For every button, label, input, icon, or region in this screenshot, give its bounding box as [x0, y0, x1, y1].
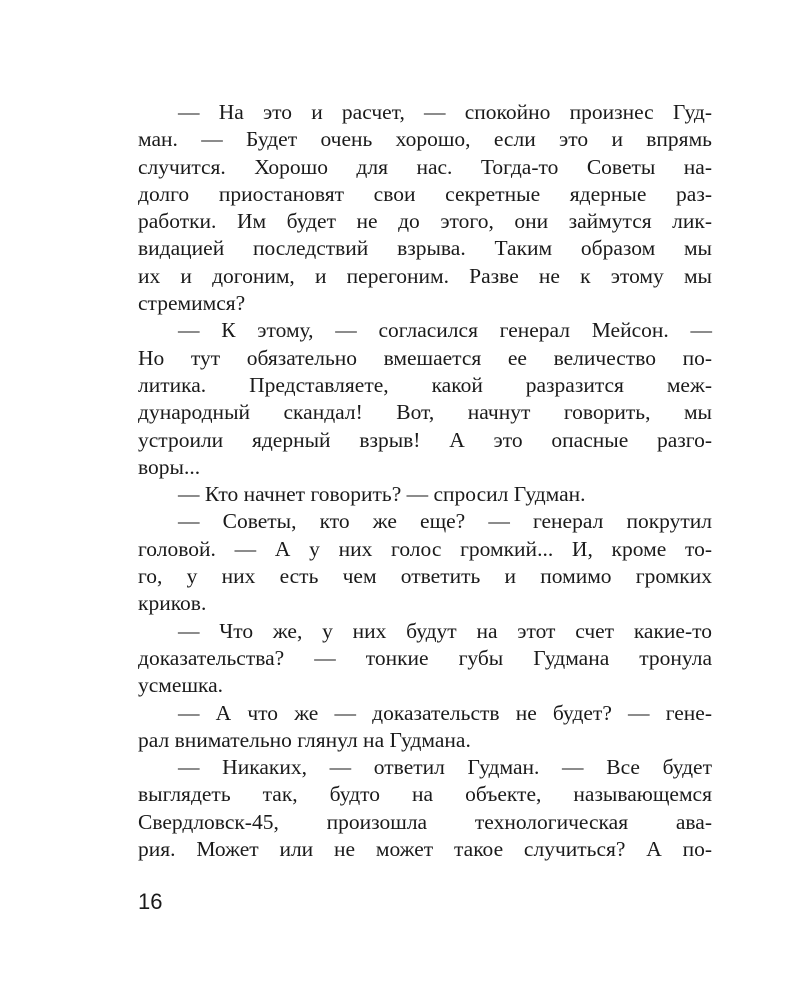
text-line: стремимся? [138, 291, 246, 316]
text-line: долго приостановят свои секретные ядерные раз- [138, 181, 712, 206]
text-line: дународный скандал! Вот, начнут говорить, мы [138, 400, 712, 425]
text-line: головой. — А у них голос громкий... И, кроме то- [138, 536, 712, 561]
text-line: воры... [138, 454, 201, 479]
text-line: — К этому, — согласился генерал Мейсон. — [178, 318, 712, 343]
text-line: рия. Может или не может такое случиться? А по- [138, 837, 712, 862]
text-line: усмешка. [138, 673, 224, 698]
text-line: рал внимательно глянул на Гудмана. [138, 727, 471, 752]
text-line: криков. [138, 591, 207, 616]
text-line: их и догоним, и перегоним. Разве не к этому мы [138, 263, 712, 288]
text-line: видацией последствий взрыва. Таким образом мы [138, 236, 712, 261]
text-line: — А что же — доказательств не будет? — гене- [178, 700, 712, 725]
text-line: — На это и расчет, — спокойно произнес Гуд- [178, 100, 712, 124]
text-line: — Что же, у них будут на этот счет какие-то [178, 618, 712, 643]
text-line: устроили ядерный взрыв! А это опасные разго- [138, 427, 712, 452]
text-line: случится. Хорошо для нас. Тогда-то Советы на- [138, 154, 712, 179]
page-text [138, 99, 712, 863]
text-line: Но тут обязательно вмешается ее величество по- [138, 345, 712, 370]
text-line: литика. Представляете, какой разразится меж- [138, 372, 712, 397]
text-line: го, у них есть чем ответить и помимо громких [138, 564, 712, 589]
text-line: работки. Им будет не до этого, они займутся лик- [138, 209, 712, 234]
text-line: Свердловск-45, произошла технологическая ава- [138, 809, 712, 834]
text-line: ман. — Будет очень хорошо, если это и впрямь [138, 127, 712, 152]
page-number: 16 [138, 889, 163, 914]
text-line: выглядеть так, будто на объекте, называющемся [138, 782, 712, 807]
text-line: доказательства? — тонкие губы Гудмана тронула [138, 645, 712, 670]
text-line: — Никаких, — ответил Гудман. — Все будет [178, 755, 712, 780]
text-line: — Кто начнет говорить? — спросил Гудман. [178, 482, 586, 507]
text-line: — Советы, кто же еще? — генерал покрутил [178, 509, 712, 534]
